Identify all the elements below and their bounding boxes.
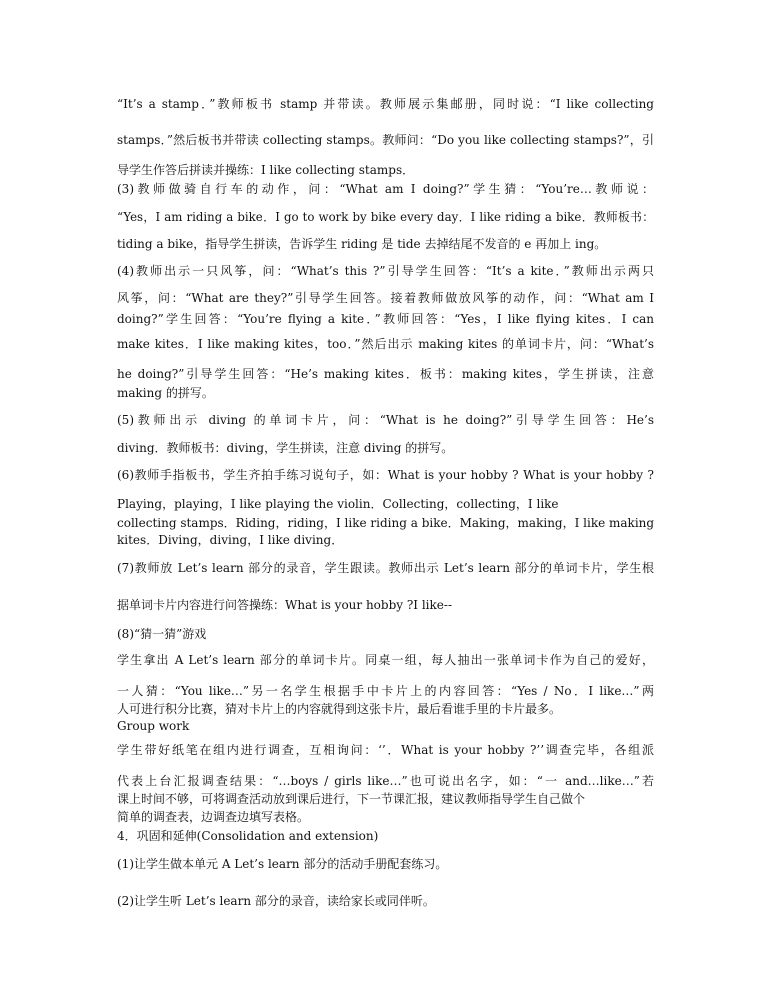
text-line: (3)教师做骑自行车的动作，问：“What am I doing?”学生猜：“You’re…教师说： (117, 182, 654, 196)
text-line: Group work (117, 719, 190, 733)
text-line: 学生拿出 A Let’s learn 部分的单词卡片。同桌一组，每人抽出一张单词卡作为自己的爱好， (117, 653, 654, 667)
text-line: 导学生作答后拼读并操练：I like collecting stamps． (117, 163, 415, 177)
text-line: “Yes，I am riding a bike．I go to work by bike every day．I like riding a bike．教师板书： (117, 210, 654, 224)
text-line: 人可进行积分比赛，猜对卡片上的内容就得到这张卡片，最后看谁手里的卡片最多。 (117, 702, 562, 716)
text-line: Playing，playing，I like playing the violin．Collecting，collecting，I like (117, 497, 559, 511)
text-line: he doing?”引导学生回答：“He’s making kites．板书：making kites，学生拼读，注意 (117, 367, 654, 381)
text-line: diving．教师板书：diving，学生拼读，注意 diving 的拼写。 (117, 441, 454, 455)
text-line: kites．Diving，diving，I like diving． (117, 533, 344, 547)
text-line: tiding a bike，指导学生拼读，告诉学生 riding 是 tide 去掉结尾不发音的 e 再加上 ing。 (117, 237, 607, 251)
text-line: (6)教师手指板书，学生齐拍手练习说句子，如：What is your hobby ? What is your hobby ? (117, 468, 654, 482)
text-line: “It’s a stamp．”教师板书 stamp 并带读。教师展示集邮册，同时说：“I like collecting (117, 97, 654, 111)
text-line: 学生带好纸笔在组内进行调查，互相询问：‘’．What is your hobby ?’’调查完毕，各组派 (117, 743, 654, 757)
text-line: (5)教师出示 diving 的单词卡片，问：“What is he doing?”引导学生回答：He’s (117, 413, 654, 427)
text-line: (1)让学生做本单元 A Let’s learn 部分的活动手册配套练习。 (117, 857, 448, 871)
text-line: 简单的调查表，边调查边填写表格。 (117, 810, 310, 824)
section-heading: 4．巩固和延伸(Consolidation and extension) (117, 829, 379, 843)
text-line: collecting stamps．Riding，riding，I like riding a bike．Making，making，I like making (117, 516, 655, 530)
text-line: make kites．I like making kites，too．”然后出示 making kites 的单词卡片，问：“What’s (117, 337, 654, 351)
text-line: stamps．”然后板书并带读 collecting stamps。教师问：“Do you like collecting stamps?”，引 (117, 133, 654, 147)
text-line: 风筝，问：“What are they?”引导学生回答。接着教师做放风筝的动作，问：“What am I (117, 291, 654, 305)
text-line: 课上时间不够，可将调查活动放到课后进行，下一节课汇报，建议教师指导学生自己做个 (117, 792, 586, 806)
text-line: (2)让学生听 Let’s learn 部分的录音，读给家长或同伴听。 (117, 894, 435, 908)
text-line: 代表上台汇报调查结果：“…boys / girls like…”也可说出名字，如：“一 and…like…”若 (117, 774, 654, 788)
text-line: doing?”学生回答：“You’re flying a kite．”教师回答：“Yes，I like flying kites．I can (117, 312, 654, 326)
text-line: making 的拼写。 (117, 386, 214, 400)
text-line: 据单词卡片内容进行问答操练：What is your hobby ?I like-- (117, 598, 453, 612)
text-line: (4)教师出示一只风筝，问：“What’s this ?”引导学生回答：“It’s a kite．”教师出示两只 (117, 264, 654, 278)
text-line: (8)“猜一猜”游戏 (117, 627, 207, 641)
text-line: (7)教师放 Let’s learn 部分的录音，学生跟读。教师出示 Let’s learn 部分的单词卡片，学生根 (117, 561, 654, 575)
text-line: 一人猜：“You like…”另一名学生根据手中卡片上的内容回答：“Yes / No．I like…”两 (117, 684, 654, 698)
